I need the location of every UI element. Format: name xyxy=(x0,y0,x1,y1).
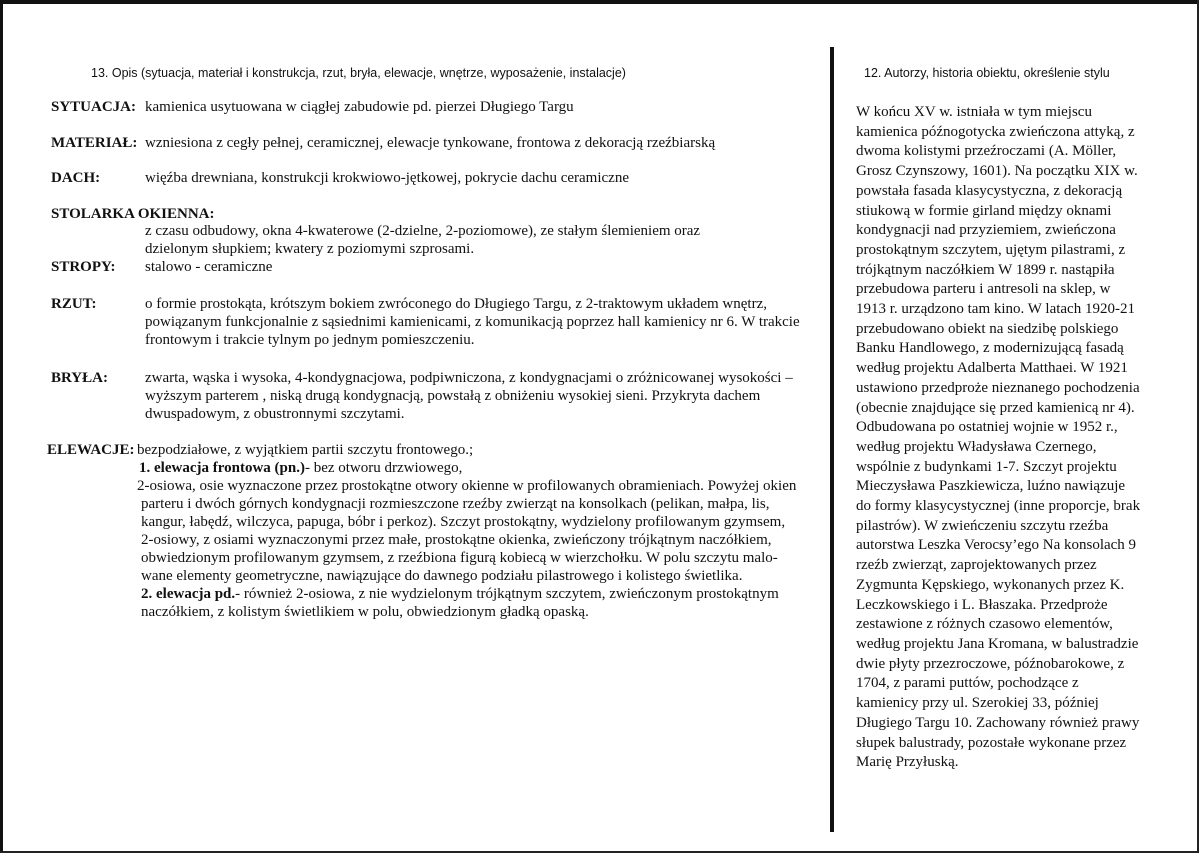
elewacja-pd-heading: 2. elewacja pd. xyxy=(141,586,236,602)
material-label: MATERIAŁ: xyxy=(51,135,138,151)
rzut-label: RZUT: xyxy=(51,296,97,312)
stolarka-label: STOLARKA OKIENNA: xyxy=(51,206,215,222)
history-line-29: dwie płyty przezroczowe, późnobarokowe, z xyxy=(856,655,1125,672)
history-line-21: do formy klasycystycznej (inne proporcje, brak xyxy=(856,498,1141,515)
elewacja-frontowa-line-1: 2-osiowa, osie wyznaczone przez prostokątne otwory okienne w profilowanych obramieniach. Powyżej okien xyxy=(137,478,797,494)
elewacje-intro: bezpodziałowe, z wyjątkiem partii szczytu frontowego.; xyxy=(137,442,474,458)
rzut-line-2: powiązanym funkcjonalnie z sąsiednimi kamienicami, z komunikacją poprzez hall kamienicy nr 6. W trakcie xyxy=(145,314,800,330)
history-line-12: przebudowano obiekt na siedzibę polskiego xyxy=(856,320,1119,337)
history-line-27: zestawione z różnych czasowo elementów, xyxy=(856,616,1113,633)
elewacja-frontowa-heading-rest: - bez otworu drzwiowego, xyxy=(304,460,463,476)
history-line-16: (obecnie znajdujące się przed kamienicą nr 4). xyxy=(856,399,1135,416)
dach-label: DACH: xyxy=(51,170,101,186)
column-divider xyxy=(830,47,834,832)
history-line-19: wspólnie z budynkami 1-7. Szczyt projektu xyxy=(856,458,1117,475)
bryla-label: BRYŁA: xyxy=(51,370,108,386)
history-line-20: Mieczysława Paszkiewicza, luźno nawiązuje xyxy=(856,478,1126,495)
elewacja-frontowa-line-5: obwiedzionym profilowanym gzymsem, z rzeźbiona figurą kobiecą w wierzchołku. W polu szczytu malo- xyxy=(141,550,778,566)
history-line-22: pilastrów). W zwieńczeniu szczytu rzeźba xyxy=(856,517,1109,534)
history-line-24: rzeźb zwierząt, zaprojektowanych przez xyxy=(856,557,1097,574)
elewacja-pd-heading-rest: - również 2-osiowa, z nie wydzielonym trójkątnym szczytem, zwieńczonym prostokątnym xyxy=(235,586,779,602)
rzut-line-3: frontowym i trakcie tylnym po jednym pomieszczeniu. xyxy=(145,332,475,348)
history-line-25: Zygmunta Kępskiego, wykonanych przez K. xyxy=(856,576,1125,593)
dach-text: więźba drewniana, konstrukcji krokwiowo-jętkowej, pokrycie dachu ceramiczne xyxy=(145,170,629,186)
history-line-9: trójkątnym naczółkiem W 1899 r. nastąpiła xyxy=(856,261,1115,278)
section-12-header: 12. Autorzy, historia obiektu, określenie stylu xyxy=(864,66,1110,80)
stropy-text: stalowo - ceramiczne xyxy=(145,259,273,275)
history-line-10: przebudowa parteru i antresoli na sklep, w xyxy=(856,281,1111,298)
rzut-line-1: o formie prostokąta, krótszym bokiem zwróconego do Długiego Targu, z 2-traktowym układem wnętrz, xyxy=(145,296,767,312)
elewacja-frontowa-heading: 1. elewacja frontowa (pn.) xyxy=(139,460,305,476)
history-line-3: dwoma kolistymi przeźroczami (A. Möller, xyxy=(856,143,1117,160)
history-text xyxy=(856,103,1156,773)
scan-border-left xyxy=(0,0,3,853)
elewacje-label: ELEWACJE: xyxy=(47,442,135,458)
history-line-5: powstała fasada klasycystyczna, z dekoracją xyxy=(856,182,1123,199)
stropy-label: STROPY: xyxy=(51,259,116,275)
history-line-6: stiukową w formie girland między oknami xyxy=(856,202,1112,219)
history-line-7: kondygnacji nad przyziemiem, zwieńczona xyxy=(856,222,1116,239)
history-line-2: kamienica późnogotycka zwieńczona attyką, z xyxy=(856,123,1135,140)
stolarka-line-1: z czasu odbudowy, okna 4-kwaterowe (2-dzielne, 2-poziomowe), ze stałym ślemieniem oraz xyxy=(145,223,701,239)
history-line-4: Grosz Czynszowy, 1601). Na początku XIX w. xyxy=(856,163,1138,180)
history-line-13: Banku Handlowego, z modernizującą fasadą xyxy=(856,340,1124,357)
history-line-18: według projektu Władysława Czernego, xyxy=(856,438,1097,455)
section-13-header: 13. Opis (sytuacja, materiał i konstrukcja, rzut, bryła, elewacje, wnętrze, wyposażenie, instalacje) xyxy=(91,66,626,80)
history-line-32: Długiego Targu 10. Zachowany również prawy xyxy=(856,714,1140,731)
elewacja-frontowa-line-6: wane elementy geometryczne, nawiązujące do dawnego podziału pilastrowego i kolistego świetlika. xyxy=(141,568,743,584)
history-line-1: W końcu XV w. istniała w tym miejscu xyxy=(856,104,1092,120)
history-line-26: Leczkowskiego i L. Błaszaka. Przedproże xyxy=(856,596,1108,613)
elewacja-frontowa-line-4: 2-osiowy, z osiami wyznaczonymi przez małe, prostokątne okienka, zwieńczony trójkątnym naczółkiem, xyxy=(141,532,772,548)
history-line-28: według projektu Jana Kromana, w balustradzie xyxy=(856,635,1139,652)
stolarka-line-2: dzielonym słupkiem; kwatery z poziomymi szprosami. xyxy=(145,241,475,257)
history-line-15: ustawiono przedproże nieznanego pochodzenia xyxy=(856,379,1140,396)
bryla-line-1: zwarta, wąska i wysoka, 4-kondygnacjowa, podpiwniczona, z kondygnacjami o zróżnicowanej wysokości – xyxy=(145,370,793,386)
history-line-34: Marię Przyłuską. xyxy=(856,754,959,771)
history-line-30: 1704, z parami puttów, pochodzące z xyxy=(856,675,1079,692)
sytuacja-label: SYTUACJA: xyxy=(51,99,137,115)
elewacja-pd-line-1: naczółkiem, z kolistym świetlikiem w polu, obwiedzionym gładką opaską. xyxy=(141,604,589,620)
history-line-23: autorstwa Leszka Verocsy’ego Na konsolach 9 xyxy=(856,537,1137,554)
history-line-11: 1913 r. urządzono tam kino. W latach 1920-21 xyxy=(856,301,1135,318)
history-line-17: Odbudowana po ostatniej wojnie w 1952 r., xyxy=(856,419,1118,436)
bryla-line-2: wyższym parterem , niską drugą kondygnacją, powstałą z obniżeniu wysokiej sieni. Przykryta dachem xyxy=(145,388,761,404)
elewacja-frontowa-line-3: kangur, łabędź, wilczyca, papuga, bóbr i perkoz). Szczyt prostokątny, wydzielony profilowanym gzymsem, xyxy=(141,514,786,530)
scan-border-top xyxy=(0,0,1199,4)
history-line-14: według projektu Adalberta Matthaei. W 1921 xyxy=(856,360,1128,377)
bryla-line-3: dwuspadowym, z obustronnymi szczytami. xyxy=(145,406,405,422)
history-line-33: słupek balustrady, pozostałe wykonane przez xyxy=(856,734,1127,751)
elewacja-frontowa-line-2: parteru i dwóch górnych kondygnacji rozmieszczone rzeźby zwierząt na konsolkach (pelikan, małpa, lis, xyxy=(141,496,770,512)
material-text: wzniesiona z cegły pełnej, ceramicznej, elewacje tynkowane, frontowa z dekoracją rzeźbiarską xyxy=(145,135,716,151)
history-line-31: kamienicy przy ul. Szerokiej 33, później xyxy=(856,695,1099,712)
sytuacja-text: kamienica usytuowana w ciągłej zabudowie pd. pierzei Długiego Targu xyxy=(145,99,574,115)
history-line-8: prostokątnym szczytem, ujętym pilastrami, z xyxy=(856,241,1126,258)
